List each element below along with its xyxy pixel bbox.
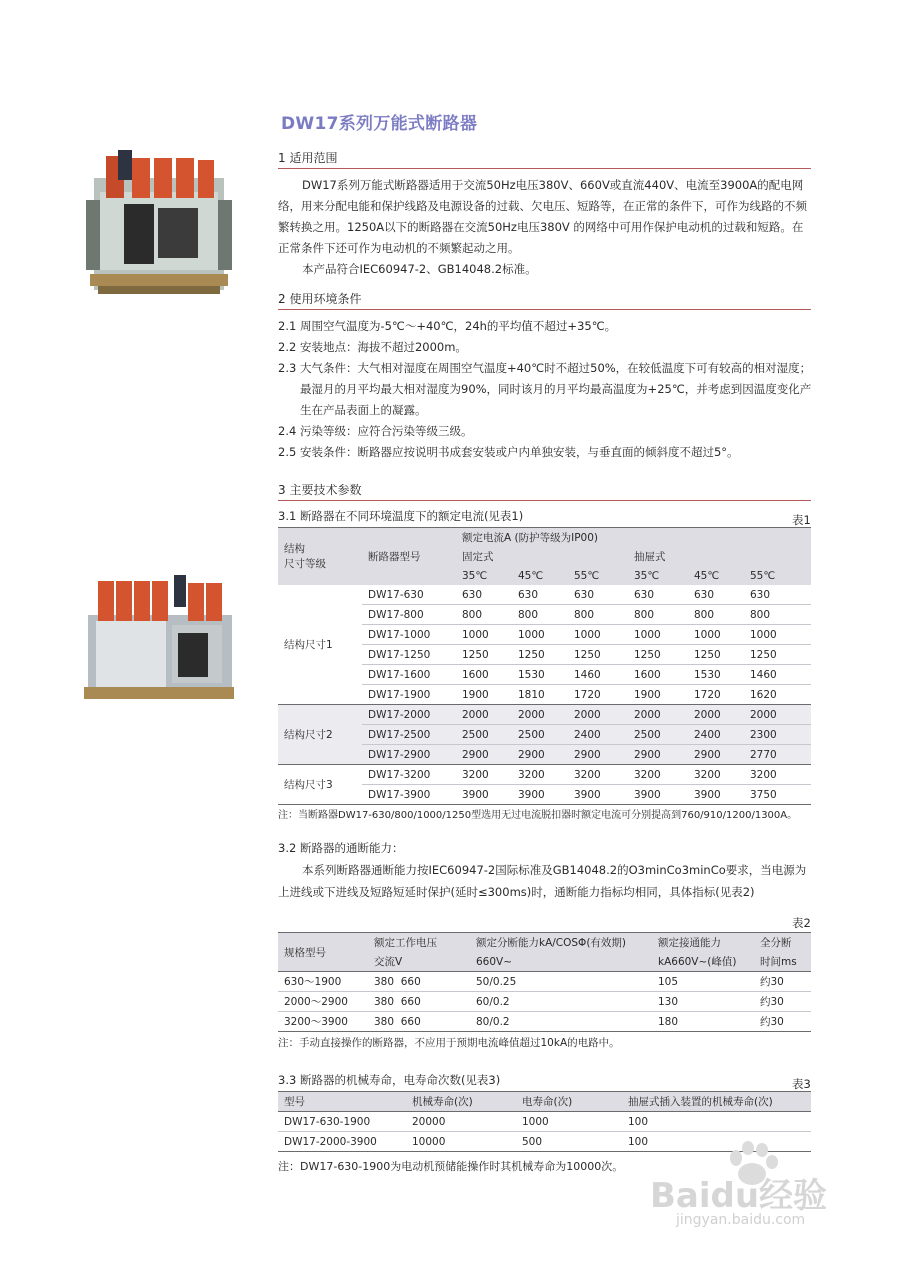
table-cell: DW17-2500 [362,725,456,745]
table1-header-row-1 [278,528,811,548]
table-cell: 2000 [512,705,568,725]
table-cell: 2400 [688,725,744,745]
table1-temp: 35℃ [456,566,512,585]
table2-header-making: 额定接通能力 [652,933,754,953]
table-row [278,1012,811,1032]
section-3-2-heading: 3.2 断路器的通断能力： [278,841,404,855]
table3-caption: 3.3 断路器的机械寿命，电寿命次数(见表3) [278,1073,501,1087]
table-cell: 3200 [568,765,628,785]
breaker-photo-drawout [84,575,234,705]
table-cell: DW17-3200 [362,765,456,785]
table2-note: 注：手动直接操作的断路器，不应用于预期电流峰值超过10kA的电路中。 [278,1037,620,1049]
table2-header-spec: 规格型号 [278,933,368,972]
table-cell: DW17-1900 [362,685,456,705]
table-cell: 约30 [754,972,811,992]
table3-note: 注：DW17-630-1900为电动机预储能操作时其机械寿命为10000次。 [278,1160,624,1173]
table-cell: 3200 [512,765,568,785]
table-cell: 2900 [688,745,744,765]
table-cell: 380 660 [368,992,470,1012]
table-cell: 约30 [754,1012,811,1032]
env-item-2-4: 2.4 污染等级：应符合污染等级三级。 [278,424,473,438]
table1-header-drawout: 抽屉式 [628,547,811,566]
table3-label: 表3 [792,1077,811,1091]
table-cell: DW17-800 [362,605,456,625]
table-cell: 1250 [744,645,811,665]
table-cell: 2000 [744,705,811,725]
table-cell: 3900 [628,785,688,805]
table-cell: 2000 [456,705,512,725]
table-cell: 1000 [744,625,811,645]
table-cell: 1460 [744,665,811,685]
table1-caption: 3.1 断路器在不同环境温度下的额定电流(见表1) [278,509,524,523]
table-cell: 1000 [688,625,744,645]
table-row [278,705,811,725]
watermark-url: jingyan.baidu.com [676,1212,806,1228]
table1-header-group: 结构 尺寸等级 [278,528,362,586]
table-cell: DW17-1250 [362,645,456,665]
table-cell: 2000 [688,705,744,725]
table-cell: DW17-2900 [362,745,456,765]
table-cell: 2770 [744,745,811,765]
table-cell: 1530 [512,665,568,685]
table-cell: 3200 [456,765,512,785]
table-cell: 100 [622,1112,811,1132]
section-3-2-body [278,859,813,903]
table-cell: 630～1900 [278,972,368,992]
table1-rated-current [278,527,811,805]
table-cell: 800 [568,605,628,625]
table-cell: 3200～3900 [278,1012,368,1032]
table2-label: 表2 [792,916,811,930]
table-cell: 380 660 [368,972,470,992]
env-item-2-1: 2.1 周围空气温度为-5℃～+40℃，24h的平均值不超过+35℃。 [278,319,617,333]
table-cell: 2500 [628,725,688,745]
table-row [278,765,811,785]
table-cell: DW17-3900 [362,785,456,805]
table2-header-voltage: 额定工作电压 [368,933,470,953]
env-item-2-2: 2.2 安装地点：海拔不超过2000m。 [278,340,467,354]
watermark-brand: Baidu经验 [650,1176,828,1216]
table-cell: 20000 [406,1112,516,1132]
table-cell: 1000 [456,625,512,645]
table-cell: 130 [652,992,754,1012]
table-cell: 2300 [744,725,811,745]
table3-header-elec-life: 电寿命(次) [516,1092,622,1112]
table-row [278,972,811,992]
table-cell: DW17-2000 [362,705,456,725]
table-cell: 1250 [628,645,688,665]
table2-header-row-1 [278,933,811,953]
table-cell: 1000 [568,625,628,645]
table-cell: 380 660 [368,1012,470,1032]
table-cell: 100 [622,1132,811,1152]
table-cell: 1250 [512,645,568,665]
breaker-photo-fixed [84,148,234,300]
table-cell: 2400 [568,725,628,745]
section-1-standard: 本产品符合IEC60947-2、GB14048.2标准。 [302,262,537,276]
table-cell: 1250 [568,645,628,665]
table-cell: 3900 [568,785,628,805]
table-cell: 1000 [512,625,568,645]
table-cell: DW17-630-1900 [278,1112,406,1132]
table-cell: 2000 [628,705,688,725]
table-cell: 1900 [628,685,688,705]
table-cell: 2000～2900 [278,992,368,1012]
table-cell: DW17-630 [362,585,456,605]
page-title: DW17系列万能式断路器 [281,114,478,134]
table-cell: DW17-1000 [362,625,456,645]
table-cell: 800 [512,605,568,625]
section-3-2-text: 本系列断路器通断能力按IEC60947-2国际标准及GB14048.2的O3minCo3minCo要求，当电源为上进线或下进线及短路短延时保护(延时≤300ms)时，通断能力指标均相同，具体指标(见表2) [278,863,807,899]
table-cell: 800 [456,605,512,625]
section-1-paragraph: DW17系列万能式断路器适用于交流50Hz电压380V、660V或直流440V、电流至3900A的配电网络，用来分配电能和保护线路及电源设备的过载、欠电压、短路等，在正常的条件下，可作为线路的不频繁转换之用。1250A以下的断路器在交流50Hz电压380V 的网络中可用作保护电动机的过载和短路。在正常条件下还可作为电动机的不频繁起动之用。 [278,178,807,255]
table-cell: 630 [744,585,811,605]
table1-temp: 45℃ [688,566,744,585]
table2-header-time: 全分断 [754,933,811,953]
table-cell: 1530 [688,665,744,685]
table-cell: 500 [516,1132,622,1152]
table3-header-model: 型号 [278,1092,406,1112]
table-cell: 800 [688,605,744,625]
table1-temp: 35℃ [628,566,688,585]
table-cell: DW17-2000-3900 [278,1132,406,1152]
table2-header-breaking: 额定分断能力kA/COSΦ(有效期) [470,933,652,953]
table1-header-fixed: 固定式 [456,547,628,566]
table2-breaking-capacity [278,932,811,1032]
table-cell: 1460 [568,665,628,685]
table-cell: 1250 [688,645,744,665]
table-cell: 2000 [568,705,628,725]
table3-header-mech-life: 机械寿命(次) [406,1092,516,1112]
table-cell: 800 [628,605,688,625]
table-cell: 630 [628,585,688,605]
section-1-body [278,175,813,280]
table2-header-making-sub: kA660V~(峰值) [652,952,754,972]
table-cell: 800 [744,605,811,625]
table-cell: 630 [512,585,568,605]
table1-temp: 55℃ [568,566,628,585]
table-cell: 3200 [688,765,744,785]
table3-header-drawout-life: 抽屉式插入装置的机械寿命(次) [622,1092,811,1112]
table1-group-3: 结构尺寸3 [278,765,362,805]
table-cell: 3200 [744,765,811,785]
table-cell: 50/0.25 [470,972,652,992]
table-cell: 2900 [456,745,512,765]
section-2-heading: 2 使用环境条件 [278,290,811,310]
table-cell: 2500 [512,725,568,745]
table2-header-time-sub: 时间ms [754,952,811,972]
table-cell: 1900 [456,685,512,705]
env-item-2-3: 2.3 大气条件：大气相对湿度在周围空气温度+40℃时不超过50%，在较低温度下可有较高的相对湿度；最湿月的月平均最大相对湿度为90%，同时该月的月平均最高温度为+25℃，并考虑到因温度变化产生在产品表面上的凝露。 [278,361,812,417]
table1-note: 注：当断路器DW17-630/800/1000/1250型选用无过电流脱扣器时额定电流可分别提高到760/910/1200/1300A。 [278,810,798,821]
table-cell: 3900 [688,785,744,805]
table-cell: 2900 [568,745,628,765]
table-cell: 80/0.2 [470,1012,652,1032]
table1-header-model: 断路器型号 [362,528,456,586]
table-cell: 2900 [512,745,568,765]
table3-header-row [278,1092,811,1112]
table-cell: 1720 [688,685,744,705]
table-cell: 630 [456,585,512,605]
table1-temp: 45℃ [512,566,568,585]
table1-label: 表1 [792,513,811,527]
table-cell: 1720 [568,685,628,705]
table-cell: 2500 [456,725,512,745]
table-cell: 1000 [628,625,688,645]
table-row [278,1112,811,1132]
table-row [278,585,811,605]
table2-header-breaking-sub: 660V~ [470,952,652,972]
table-cell: 1600 [456,665,512,685]
env-item-2-5: 2.5 安装条件：断路器应按说明书成套安装或户内单独安装，与垂直面的倾斜度不超过5°。 [278,445,739,459]
table-cell: 105 [652,972,754,992]
table-cell: 1000 [516,1112,622,1132]
section-3-heading: 3 主要技术参数 [278,481,811,501]
table-cell: 3900 [512,785,568,805]
table-cell: 3750 [744,785,811,805]
table-cell: 3900 [456,785,512,805]
table1-group-1: 结构尺寸1 [278,585,362,705]
section-2-body [278,316,813,463]
table-cell: 630 [688,585,744,605]
table2-header-voltage-sub: 交流V [368,952,470,972]
table-cell: 2900 [628,745,688,765]
table1-temp: 55℃ [744,566,811,585]
table1-header-rated: 额定电流A (防护等级为IP00) [456,528,811,548]
table-row [278,992,811,1012]
table-cell: 10000 [406,1132,516,1152]
table-cell: 1600 [628,665,688,685]
table-cell: 1250 [456,645,512,665]
table-cell: 60/0.2 [470,992,652,1012]
table-cell: 1620 [744,685,811,705]
table1-group-2: 结构尺寸2 [278,705,362,765]
table-cell: 3200 [628,765,688,785]
table-cell: 约30 [754,992,811,1012]
table-cell: 1810 [512,685,568,705]
table-cell: 180 [652,1012,754,1032]
table-cell: DW17-1600 [362,665,456,685]
table-cell: 630 [568,585,628,605]
section-1-heading: 1 适用范围 [278,149,811,169]
